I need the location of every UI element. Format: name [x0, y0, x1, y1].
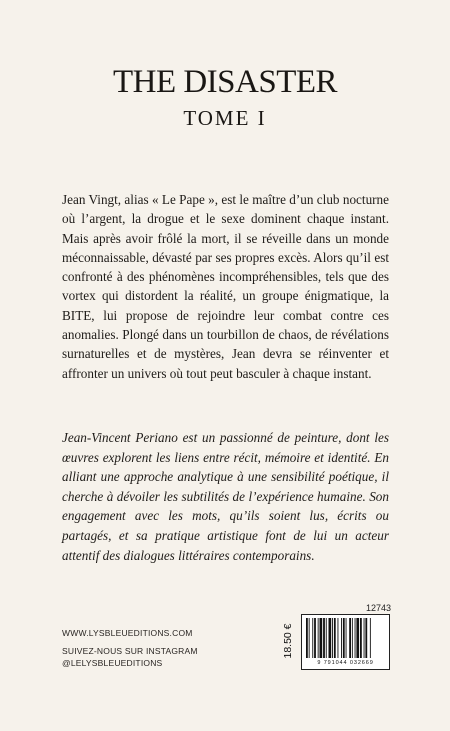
book-volume: TOME I: [183, 106, 267, 130]
instagram-handle-text: @LELYSBLEUEDITIONS: [62, 658, 163, 668]
barcode-block: [301, 614, 390, 670]
barcode-bar: [364, 618, 365, 658]
author-bio-text: Jean-Vincent Periano est un passionné de peinture, dont les œuvres explorent les liens entre récit, mémoire et identité. En alliant une approche analytique à une sensibilité poétique, il cherche à dévoiler les subtilités de l’expérience humaine. Son engagement avec les mots, qu’ils soient lus, écrits ou partagés, et sa pratique artistique font de lui un acteur attentif des dialogues littéraires contemporains.: [62, 430, 389, 563]
price-label: 18.50 €: [282, 623, 294, 659]
barcode-bar: [338, 618, 339, 658]
barcode-bar: [346, 618, 347, 658]
book-title: THE DISASTER: [112, 64, 338, 100]
barcode-bar: [343, 618, 345, 658]
barcode-bar: [320, 618, 323, 658]
barcode-bar: [365, 618, 367, 658]
barcode-bar: [332, 618, 333, 658]
barcode-bar: [318, 618, 319, 658]
publisher-website: WWW.LYSBLEUEDITIONS.COM: [62, 628, 193, 638]
barcode-bar: [349, 618, 351, 658]
barcode-bar: [312, 618, 313, 658]
barcode-bar: [356, 618, 359, 658]
barcode-bar: [341, 618, 342, 658]
barcode-bar: [352, 618, 353, 658]
barcode-bar: [355, 618, 356, 658]
barcode-bar: [360, 618, 362, 658]
barcode-bar: [370, 618, 371, 658]
barcode-icon: [306, 618, 385, 658]
barcode-bar: [329, 618, 332, 658]
isbn-number: 9 791044 032669: [317, 660, 374, 666]
barcode-bar: [334, 618, 336, 658]
barcode-bar: [326, 618, 327, 658]
synopsis-text: Jean Vingt, alias « Le Pape », est le maître d’un club nocturne où l’argent, la drogue et le sexe dominent chaque instant. Mais après avoir frôlé la mort, il se réveille dans un monde méconnaissable, dévasté par ses propres excès. Alors qu’il est confronté à des phénomènes incompréhensibles, tels que des vortex qui distordent la réalité, un groupe énigmatique, la BITE, lui propose de rejoindre leur combat contre ces anomalies. Plongé dans un tourbillon de chaos, de révélations surnaturelles et de mystères, Jean devra se réinventer et affronter un univers où tout peut basculer à chaque instant.: [62, 192, 389, 381]
instagram-handle: [62, 658, 162, 668]
reference-code: 12743: [366, 603, 392, 613]
instagram-label: SUIVEZ-NOUS SUR INSTAGRAM: [62, 646, 198, 656]
barcode-bar: [306, 618, 308, 658]
barcode-bar: [323, 618, 325, 658]
barcode-bar: [314, 618, 316, 658]
price-label-container: [278, 614, 298, 668]
barcode-bar: [309, 618, 310, 658]
